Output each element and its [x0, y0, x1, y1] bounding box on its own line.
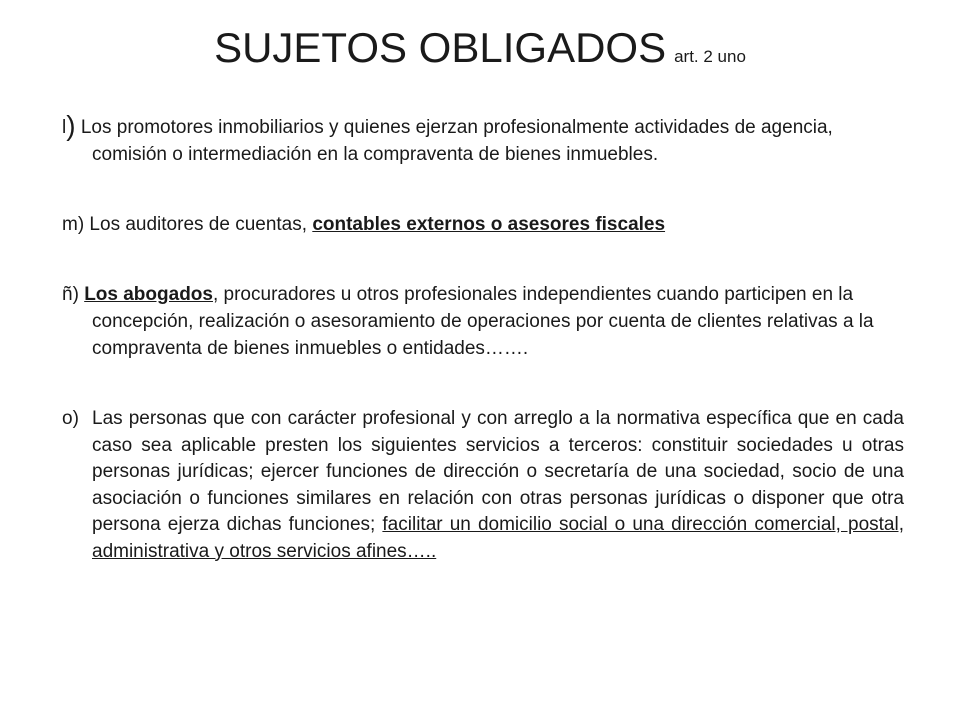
item-n-marker: ñ) [62, 284, 79, 305]
list-item-o [62, 406, 904, 565]
item-o-body [92, 406, 904, 565]
slide-title-subtitle: art. 2 uno [674, 47, 746, 66]
item-o-emphasis: facilitar un domicilio social o una dirección comercial, postal, administrativa y otros servicios afines….. [92, 514, 904, 562]
item-n-emphasis: Los abogados [84, 284, 213, 305]
list-item-n [62, 281, 904, 362]
item-o-text: Las personas que con carácter profesional y con arreglo a la normativa específica que en cada caso sea aplicable presten los siguientes servicios a terceros: constituir sociedades u otras personas jurídicas; ejercer funciones de dirección o secretaría de una sociedad, socio de una asociación o funciones similares en relación con otras personas jurídicas o disponer que otra persona ejerza dichas funciones; [92, 408, 904, 535]
item-l-marker-paren: ) [66, 110, 76, 141]
item-o-marker: o) [62, 408, 79, 429]
item-l-text: Los promotores inmobiliarios y quienes ejerzan profesionalmente actividades de agencia, comisión o intermediación en la compraventa de bienes inmuebles. [75, 117, 833, 165]
slide-title [0, 22, 960, 83]
item-m-emphasis: contables externos o asesores fiscales [312, 214, 666, 235]
item-m-text: Los auditores de cuentas, [84, 214, 313, 235]
item-l-marker-letter: l [62, 117, 67, 138]
item-m-marker: m) [62, 214, 85, 235]
list-item-l [62, 112, 904, 168]
list-item-m [62, 211, 904, 238]
item-n-text: , procuradores u otros profesionales independientes cuando participen en la concepción, realización o asesoramiento de operaciones por cuenta de clientes relativas a la compraventa de bienes inmuebles o entidades……. [92, 284, 874, 359]
slide-title-main: SUJETOS OBLIGADOS [214, 24, 667, 71]
